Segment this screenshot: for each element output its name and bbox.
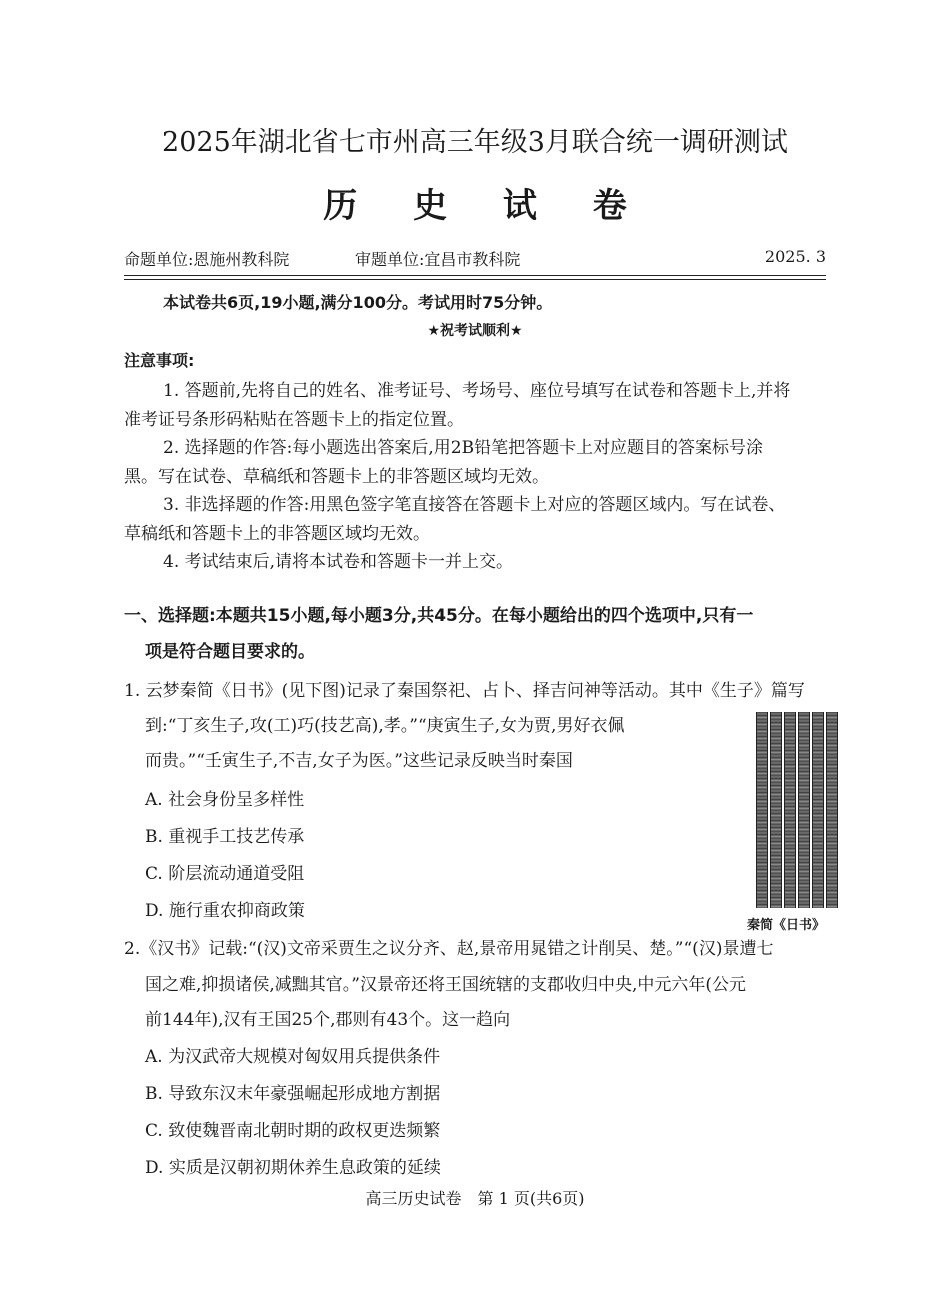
exam-subtitle: 历 史 试 卷	[323, 186, 649, 226]
q2-stem-line-3: 前144年),汉有王国25个,郡则有43个。这一趋向	[145, 1010, 511, 1030]
section-heading-line-2: 项是符合题目要求的。	[145, 642, 315, 662]
q1-option-c: C. 阶层流动通道受阻	[145, 864, 305, 884]
bamboo-slip	[770, 712, 782, 908]
image-caption: 秦简《日书》	[747, 918, 826, 933]
q2-option-d: D. 实质是汉朝初期休养生息政策的延续	[145, 1158, 441, 1178]
q2-option-c: C. 致使魏晋南北朝时期的政权更迭频繁	[145, 1121, 441, 1141]
notes-line-2: 准考证号条形码粘贴在答题卡上的指定位置。	[124, 410, 464, 430]
notes-line-5: 3. 非选择题的作答:用黑色签字笔直接答在答题卡上对应的答题区域内。写在试卷、	[163, 495, 786, 515]
blessing: ★祝考试顺利★	[427, 323, 523, 339]
bamboo-slip	[826, 712, 838, 908]
notes-line-6: 草稿纸和答题卡上的非答题区域均无效。	[124, 524, 430, 544]
q1-option-d: D. 施行重农抑商政策	[145, 901, 305, 921]
section-heading-line-1: 一、选择题:本题共15小题,每小题3分,共45分。在每小题给出的四个选项中,只有一	[124, 606, 754, 626]
q1-stem-line-3: 而贵。”“壬寅生子,不吉,女子为医。”这些记录反映当时秦国	[145, 751, 573, 771]
notes-line-3: 2. 选择题的作答:每小题选出答案后,用2B铅笔把答题卡上对应题目的答案标号涂	[163, 438, 764, 458]
reviewer-unit: 审题单位:宜昌市教科院	[355, 250, 521, 269]
header-rule-bottom	[124, 279, 826, 280]
q1-stem-line-2: 到:“丁亥生子,攻(工)巧(技艺高),孝。”“庚寅生子,女为贾,男好衣佩	[145, 716, 625, 736]
bamboo-slip	[756, 712, 768, 908]
bamboo-slip	[784, 712, 796, 908]
page-footer: 高三历史试卷 第 1 页(共6页)	[365, 1189, 585, 1208]
bamboo-slip	[812, 712, 824, 908]
exam-date: 2025. 3	[764, 247, 826, 266]
exam-summary: 本试卷共6页,19小题,满分100分。考试用时75分钟。	[163, 293, 553, 312]
q2-stem-line-1: 2.《汉书》记载:“(汉)文帝采贾生之议分齐、赵,景帝用晁错之计削吴、楚。”“(汉)景遭七	[124, 939, 774, 959]
exam-title: 2025年湖北省七市州高三年级3月联合统一调研测试	[162, 127, 788, 158]
notes-line-7: 4. 考试结束后,请将本试卷和答题卡一并上交。	[163, 552, 514, 572]
q1-stem-line-1: 1. 云梦秦简《日书》(见下图)记录了秦国祭祀、占卜、择吉问神等活动。其中《生子》篇写	[124, 681, 805, 701]
proposer-unit: 命题单位:恩施州教科院	[124, 250, 290, 269]
q2-option-a: A. 为汉武帝大规模对匈奴用兵提供条件	[145, 1047, 441, 1067]
notes-line-4: 黑。写在试卷、草稿纸和答题卡上的非答题区域均无效。	[124, 467, 549, 487]
header-rule-top	[124, 275, 826, 276]
notes-line-1: 1. 答题前,先将自己的姓名、准考证号、考场号、座位号填写在试卷和答题卡上,并将	[163, 381, 791, 401]
notes-title: 注意事项:	[124, 351, 195, 370]
bamboo-slip	[798, 712, 810, 908]
q1-option-b: B. 重视手工技艺传承	[145, 827, 305, 847]
q2-stem-line-2: 国之难,抑损诸侯,减黜其官。”汉景帝还将王国统辖的支郡收归中央,中元六年(公元	[145, 975, 747, 995]
q1-option-a: A. 社会身份呈多样性	[145, 790, 305, 810]
q2-option-b: B. 导致东汉末年豪强崛起形成地方割据	[145, 1084, 441, 1104]
